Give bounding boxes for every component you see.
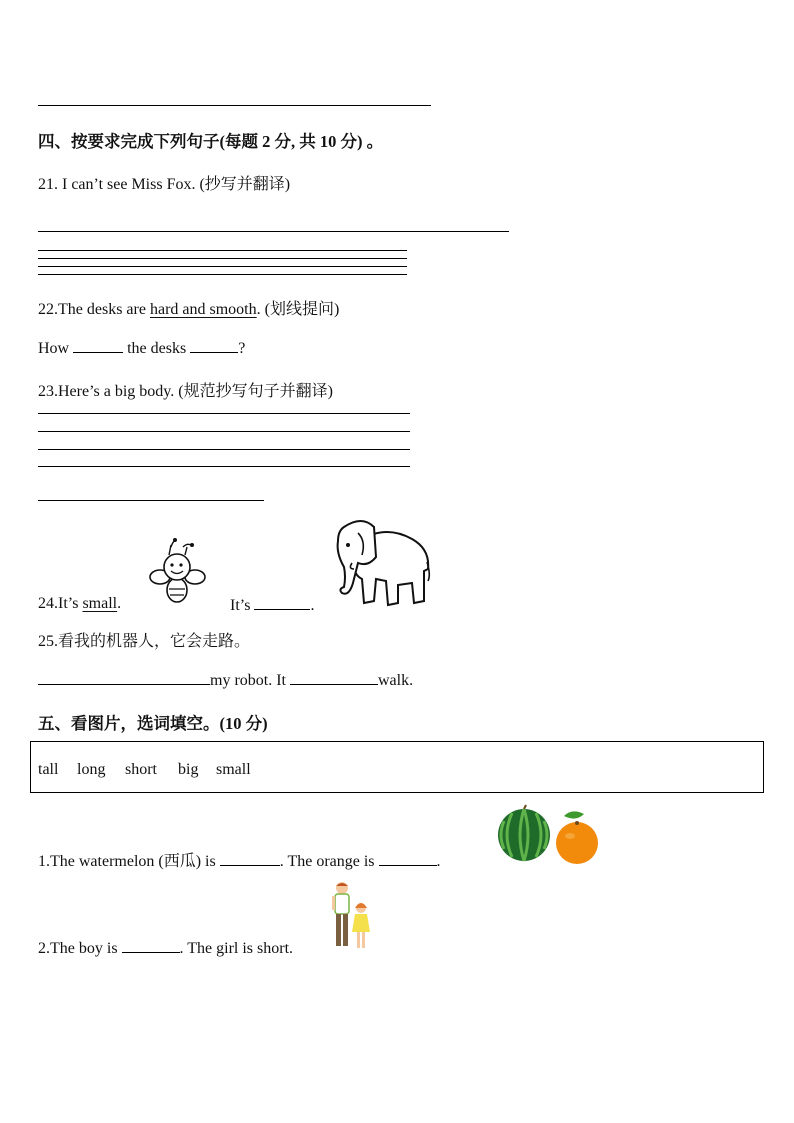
watermelon-icon (496, 805, 552, 863)
blank-25a[interactable] (38, 670, 210, 685)
period: . (117, 595, 122, 612)
section-4-title: 四、按要求完成下列句子(每题 2 分, 共 10 分) 。 (38, 132, 384, 151)
girl-text: . The girl is short. (179, 940, 294, 957)
walk-text: walk. (378, 672, 414, 689)
question-22-instruction: . (划线提问) (256, 301, 340, 318)
writing-line-23c[interactable] (38, 449, 410, 450)
question-21: 21. I can’t see Miss Fox. (抄写并翻译) (38, 176, 291, 193)
bee-icon (147, 537, 207, 607)
answer-line-top[interactable] (38, 105, 431, 106)
sentence-1 (38, 848, 441, 871)
watermelon-text: 1.The watermelon (西瓜) is (38, 853, 220, 870)
blank-s2[interactable] (122, 938, 180, 953)
word-big: big (178, 761, 199, 778)
section-5-title: 五、看图片，选词填空。(10 分) (38, 714, 268, 733)
word-small: small (216, 761, 251, 778)
orange-icon (550, 810, 600, 866)
its-text: It’s (230, 597, 255, 614)
question-24-text: 24.It’s (38, 595, 83, 612)
question-24-second (230, 595, 314, 615)
question-mark: ? (238, 340, 246, 357)
question-22-text: 22.The desks are (38, 301, 150, 318)
sentence-2 (38, 938, 293, 958)
writing-line-23d[interactable] (38, 466, 410, 467)
writing-line-23b[interactable] (38, 431, 410, 432)
blank-22a[interactable] (73, 338, 123, 353)
word-long: long (77, 761, 106, 778)
writing-line-21b[interactable] (38, 258, 407, 259)
how-text: How (38, 340, 74, 357)
orange-text: . The orange is (279, 853, 379, 870)
question-23: 23.Here’s a big body. (规范抄写句子并翻译) (38, 383, 333, 400)
word-tall: tall (38, 761, 59, 778)
blank-s1a[interactable] (220, 851, 280, 866)
writing-line-21d[interactable] (38, 274, 407, 275)
word-bank-box (30, 741, 764, 793)
period-2: . (310, 597, 315, 614)
my-robot-text: my robot. It (210, 672, 290, 689)
the-desks-text: the desks (123, 340, 191, 357)
blank-22b[interactable] (190, 338, 238, 353)
elephant-icon (332, 517, 432, 609)
writing-line-21a[interactable] (38, 250, 407, 251)
underlined-phrase: hard and smooth (149, 301, 257, 318)
boy-girl-icon (330, 880, 374, 952)
blank-25b[interactable] (290, 670, 378, 685)
answer-line-21[interactable] (38, 231, 509, 232)
question-24 (38, 595, 121, 613)
answer-line-23[interactable] (38, 500, 264, 501)
writing-line-21c[interactable] (38, 266, 407, 267)
question-25-answer (38, 670, 413, 690)
period-s1: . (436, 853, 441, 870)
blank-24[interactable] (254, 595, 310, 610)
underlined-word-small: small (82, 595, 118, 612)
blank-s1b[interactable] (379, 851, 437, 866)
question-22 (38, 296, 339, 319)
boy-text: 2.The boy is (38, 940, 122, 957)
question-25: 25.看我的机器人，它会走路。 (38, 633, 251, 650)
word-short: short (125, 761, 157, 778)
writing-line-23a[interactable] (38, 413, 410, 414)
question-22-answer (38, 338, 245, 358)
